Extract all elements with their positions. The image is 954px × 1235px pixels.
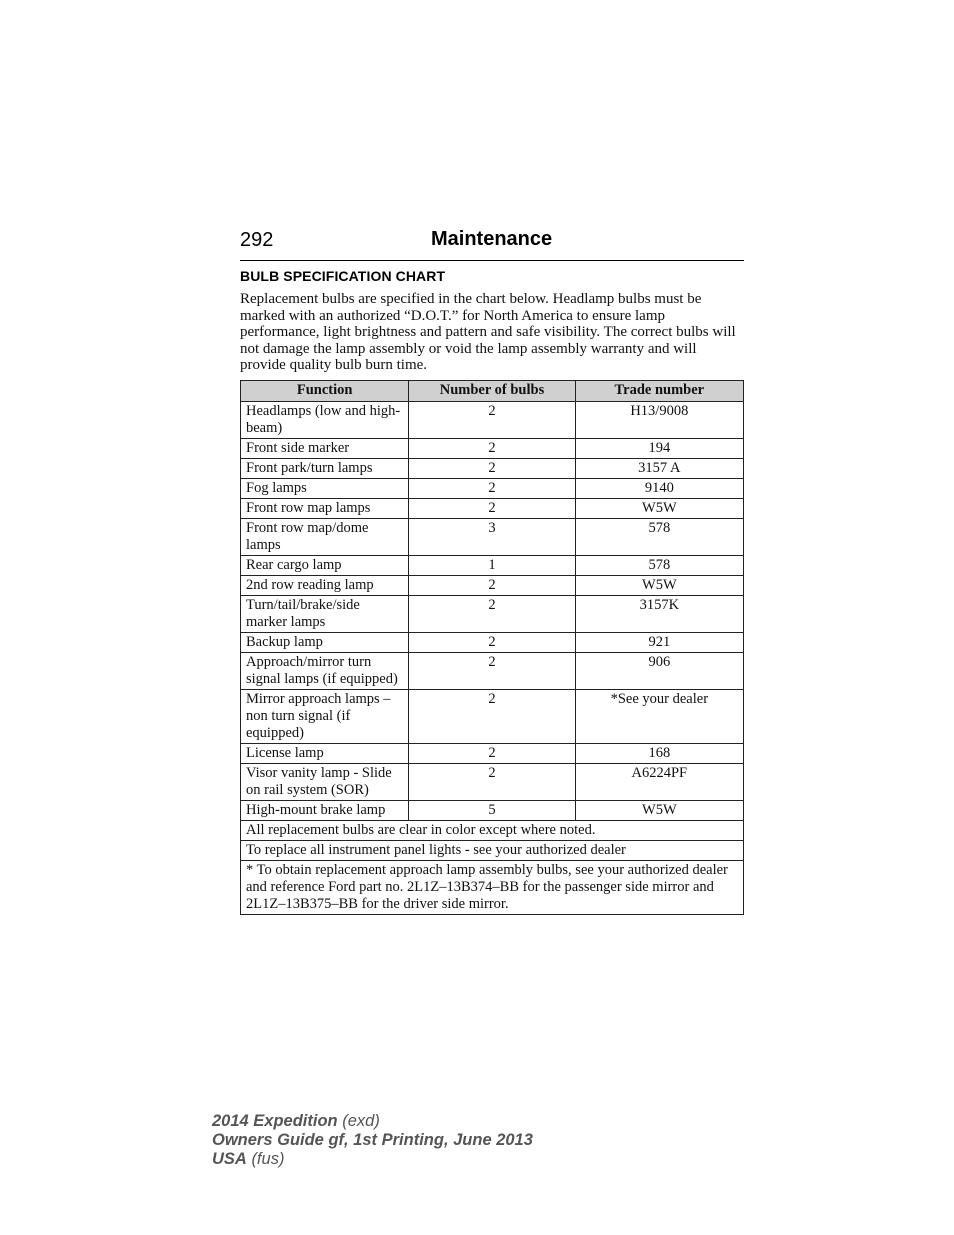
cell-function: Front row map/dome lamps [241, 519, 409, 556]
cell-trade-number: 906 [575, 653, 743, 690]
cell-number-of-bulbs: 2 [409, 459, 575, 479]
footer-region: USA [212, 1150, 247, 1168]
cell-trade-number: 9140 [575, 479, 743, 499]
table-row [241, 690, 744, 744]
cell-function: Turn/tail/brake/side marker lamps [241, 596, 409, 633]
column-header-number-of-bulbs: Number of bulbs [409, 381, 575, 402]
table-row [241, 653, 744, 690]
cell-number-of-bulbs: 2 [409, 479, 575, 499]
cell-trade-number: 168 [575, 744, 743, 764]
cell-function: Rear cargo lamp [241, 556, 409, 576]
cell-trade-number: 3157 A [575, 459, 743, 479]
table-row [241, 576, 744, 596]
table-row [241, 744, 744, 764]
table-row [241, 439, 744, 459]
cell-number-of-bulbs: 2 [409, 596, 575, 633]
cell-trade-number: W5W [575, 801, 743, 821]
table-note: To replace all instrument panel lights - see your authorized dealer [241, 841, 744, 861]
cell-function: Front park/turn lamps [241, 459, 409, 479]
cell-number-of-bulbs: 2 [409, 744, 575, 764]
table-note-row [241, 861, 744, 915]
cell-number-of-bulbs: 2 [409, 653, 575, 690]
footer-region-code: (fus) [251, 1150, 285, 1168]
cell-function: Headlamps (low and high-beam) [241, 402, 409, 439]
footer-guide: Owners Guide gf, 1st Printing, June 2013 [212, 1131, 533, 1149]
table-note: All replacement bulbs are clear in color except where noted. [241, 821, 744, 841]
page-footer [212, 1112, 533, 1169]
cell-trade-number: A6224PF [575, 764, 743, 801]
intro-paragraph: Replacement bulbs are specified in the chart below. Headlamp bulbs must be marked with an authorized “D.O.T.” for North America to ensure lamp performance, light brightness and pattern and safe visibility. The correct bulbs will not damage the lamp assembly or void the lamp assembly warranty and will provide quality bulb burn time. [240, 291, 736, 373]
cell-trade-number: 578 [575, 556, 743, 576]
cell-function: Front row map lamps [241, 499, 409, 519]
table-row [241, 596, 744, 633]
cell-function: Fog lamps [241, 479, 409, 499]
cell-function: 2nd row reading lamp [241, 576, 409, 596]
cell-trade-number: 578 [575, 519, 743, 556]
cell-number-of-bulbs: 1 [409, 556, 575, 576]
table-row [241, 459, 744, 479]
cell-number-of-bulbs: 2 [409, 764, 575, 801]
table-row [241, 556, 744, 576]
table-row [241, 402, 744, 439]
cell-trade-number: H13/9008 [575, 402, 743, 439]
cell-function: Front side marker [241, 439, 409, 459]
table-row [241, 801, 744, 821]
column-header-function: Function [241, 381, 409, 402]
table-row [241, 633, 744, 653]
table-header-row [241, 381, 744, 402]
cell-trade-number: W5W [575, 499, 743, 519]
page-number: 292 [240, 229, 274, 251]
column-header-trade-number: Trade number [575, 381, 743, 402]
bulb-specification-table [240, 380, 744, 915]
cell-function: Visor vanity lamp - Slide on rail system (SOR) [241, 764, 409, 801]
cell-function: Backup lamp [241, 633, 409, 653]
table-note: * To obtain replacement approach lamp assembly bulbs, see your authorized dealer and reference Ford part no. 2L1Z–13B374–BB for the passenger side mirror and 2L1Z–13B375–BB for the driver side mirror. [241, 861, 744, 915]
page-header [240, 228, 744, 261]
table-note-row [241, 841, 744, 861]
table-row [241, 519, 744, 556]
cell-number-of-bulbs: 2 [409, 499, 575, 519]
cell-trade-number: 3157K [575, 596, 743, 633]
footer-model: 2014 Expedition [212, 1112, 338, 1130]
table-row [241, 764, 744, 801]
cell-number-of-bulbs: 2 [409, 576, 575, 596]
cell-number-of-bulbs: 5 [409, 801, 575, 821]
cell-number-of-bulbs: 3 [409, 519, 575, 556]
cell-number-of-bulbs: 2 [409, 439, 575, 459]
cell-function: License lamp [241, 744, 409, 764]
cell-function: Approach/mirror turn signal lamps (if equipped) [241, 653, 409, 690]
table-row [241, 479, 744, 499]
cell-trade-number: 921 [575, 633, 743, 653]
table-note-row [241, 821, 744, 841]
chart-heading: BULB SPECIFICATION CHART [240, 268, 446, 284]
cell-function: Mirror approach lamps – non turn signal (if equipped) [241, 690, 409, 744]
section-title: Maintenance [431, 228, 553, 250]
cell-trade-number: *See your dealer [575, 690, 743, 744]
footer-model-code: (exd) [342, 1112, 380, 1130]
cell-number-of-bulbs: 2 [409, 690, 575, 744]
cell-function: High-mount brake lamp [241, 801, 409, 821]
cell-number-of-bulbs: 2 [409, 402, 575, 439]
cell-trade-number: W5W [575, 576, 743, 596]
cell-trade-number: 194 [575, 439, 743, 459]
table-row [241, 499, 744, 519]
cell-number-of-bulbs: 2 [409, 633, 575, 653]
